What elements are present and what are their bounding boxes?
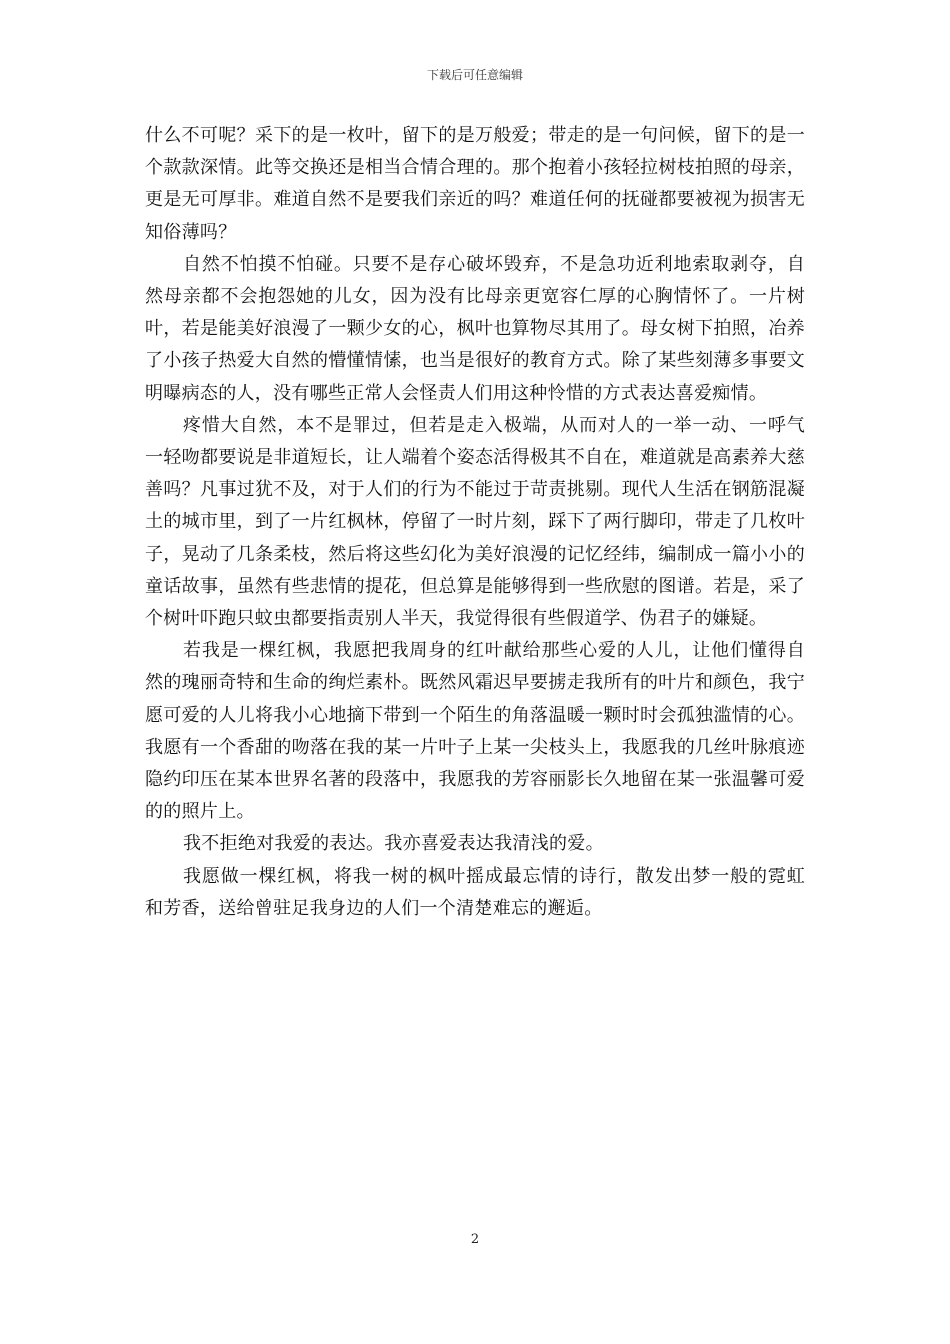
document-body <box>145 120 805 925</box>
page-header: 下载后可任意编辑 <box>426 68 523 82</box>
paragraph-1: 什么不可呢？采下的是一枚叶，留下的是万般爱；带走的是一句问候，留下的是一个款款深情。此等交换还是相当合情合理的。那个抱着小孩轻拉树枝拍照的母亲，更是无可厚非。难道自然不是要我们亲近的吗？难道任何的抚碰都要被视为损害无知俗薄吗？ <box>145 125 805 243</box>
page-number: 2 <box>470 1232 480 1247</box>
paragraph-3: 疼惜大自然，本不是罪过，但若是走入极端，从而对人的一举一动、一呼气一轻吻都要说是非道短长，让人端着个姿态活得极其不自在，难道就是高素养大慈善吗？凡事过犹不及，对于人们的行为不能过于苛责挑剔。现代人生活在钢筋混凝土的城市里，到了一片红枫林，停留了一时片刻，踩下了两行脚印，带走了几枚叶子，晃动了几条柔枝，然后将这些幻化为美好浪漫的记忆经纬，编制成一篇小小的童话故事，虽然有些悲情的提花，但总算是能够得到一些欣慰的图谱。若是，采了个树叶吓跑只蚊虫都要指责别人半天，我觉得很有些假道学、伪君子的嫌疑。 <box>145 414 805 630</box>
paragraph-4: 若我是一棵红枫，我愿把我周身的红叶献给那些心爱的人儿，让他们懂得自然的瑰丽奇特和生命的绚烂素朴。既然风霜迟早要掳走我所有的叶片和颜色，我宁愿可爱的人儿将我小心地摘下带到一个陌生的角落温暖一颗时时会孤独滥情的心。我愿有一个香甜的吻落在我的某一片叶子上某一尖枝头上，我愿我的几丝叶脉痕迹隐约印压在某本世界名著的段落中，我愿我的芳容丽影长久地留在某一张温馨可爱的的照片上。 <box>145 640 805 823</box>
paragraph-6: 我愿做一棵红枫，将我一树的枫叶摇成最忘情的诗行，散发出梦一般的霓虹和芳香，送给曾驻足我身边的人们一个清楚难忘的邂逅。 <box>145 865 805 919</box>
paragraph-2: 自然不怕摸不怕碰。只要不是存心破坏毁弃，不是急功近利地索取剥夺，自然母亲都不会抱怨她的儿女，因为没有比母亲更宽容仁厚的心胸情怀了。一片树叶，若是能美好浪漫了一颗少女的心，枫叶也算物尽其用了。母女树下拍照，冶养了小孩子热爱大自然的懵懂情愫，也当是很好的教育方式。除了某些刻薄多事要文明曝病态的人，没有哪些正常人会怪责人们用这种怜惜的方式表达喜爱痴情。 <box>145 253 805 404</box>
paragraph-5: 我不拒绝对我爱的表达。我亦喜爱表达我清浅的爱。 <box>183 833 604 855</box>
